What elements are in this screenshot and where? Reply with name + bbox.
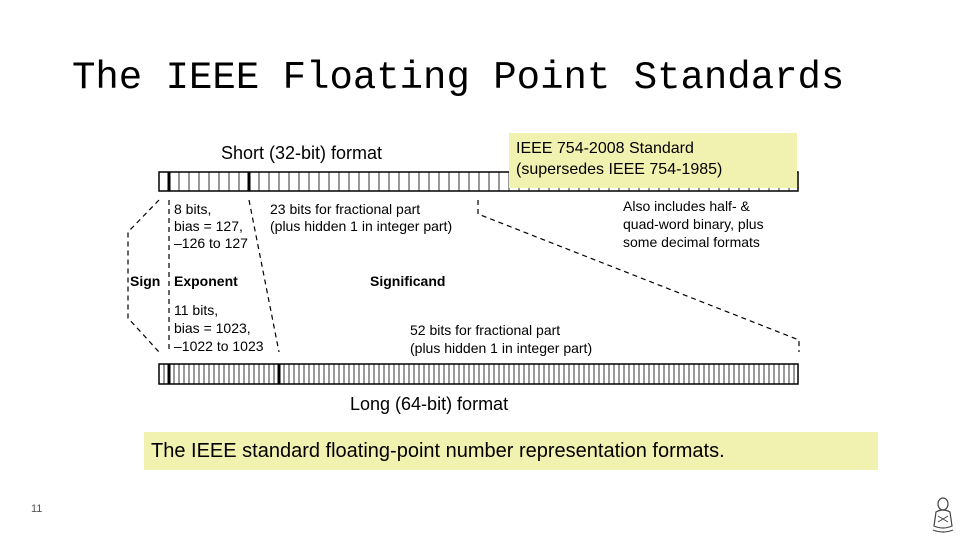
extra-formats-line3: some decimal formats [623, 234, 760, 250]
long-exponent-bits: 11 bits, [174, 302, 219, 318]
short-format-title: Short (32-bit) format [221, 143, 383, 163]
short-exponent-bits: 8 bits, [174, 201, 212, 217]
long-exponent-bias: bias = 1023, [174, 320, 251, 336]
page-number: 11 [31, 503, 43, 515]
exponent-label: Exponent [174, 273, 238, 289]
long-format-register [159, 364, 798, 384]
long-format-title: Long (64-bit) format [350, 394, 509, 414]
ieee-standard-line2: (supersedes IEEE 754-1985) [516, 161, 723, 178]
long-exponent-range: –1022 to 1023 [174, 338, 264, 354]
extra-formats-note [623, 197, 813, 251]
university-seal-logo [930, 496, 956, 536]
short-exponent-bias: bias = 127, [174, 218, 243, 234]
long-significand-note: (plus hidden 1 in integer part) [410, 340, 593, 356]
long-significand-bits: 52 bits for fractional part [410, 322, 561, 338]
sign-label: Sign [130, 273, 161, 289]
short-significand-bits: 23 bits for fractional part [270, 201, 421, 217]
short-significand-note: (plus hidden 1 in integer part) [270, 218, 453, 234]
ieee-standard-note [509, 133, 797, 188]
ieee-standard-line1: IEEE 754-2008 Standard [516, 140, 694, 157]
short-exponent-range: –126 to 127 [174, 235, 248, 251]
extra-formats-line1: Also includes half- & [623, 198, 750, 214]
slide-title: The IEEE Floating Point Standards [72, 56, 845, 100]
extra-formats-line2: quad-word binary, plus [623, 216, 764, 232]
significand-label: Significand [370, 273, 446, 289]
figure-caption: The IEEE standard floating-point number representation formats. [144, 432, 878, 470]
